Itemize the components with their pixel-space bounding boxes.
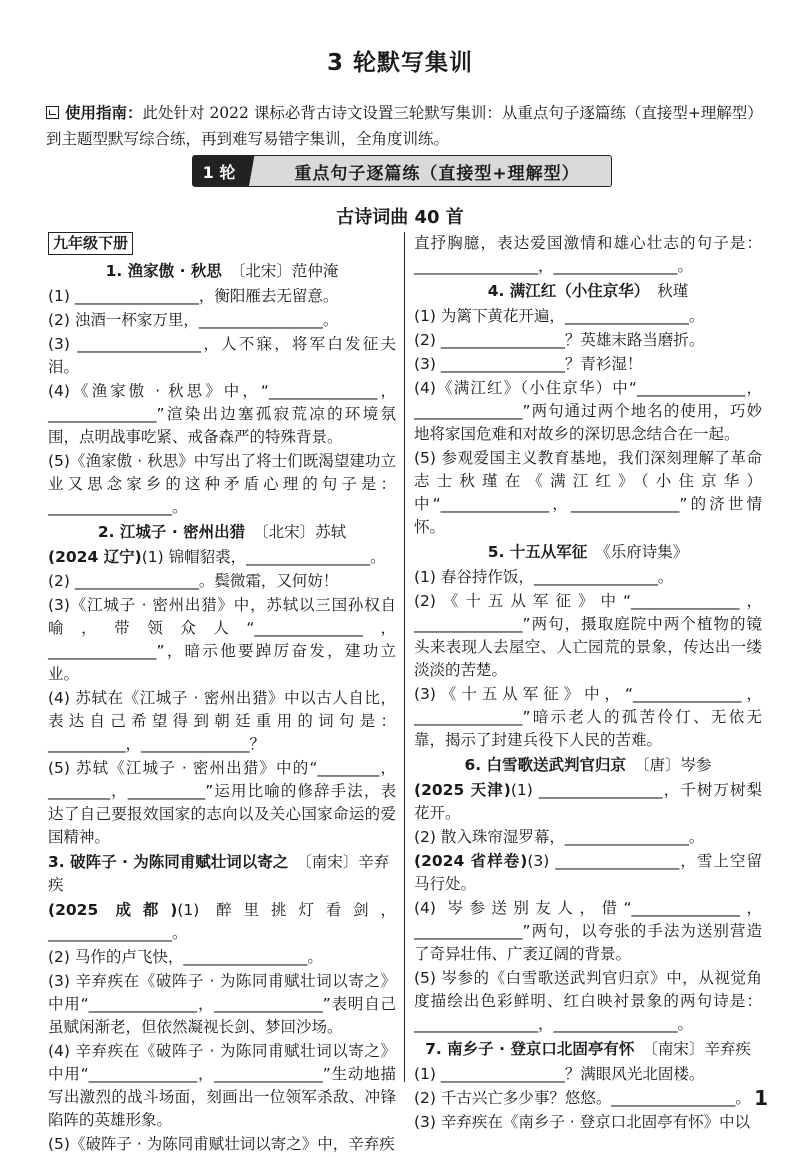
banner-title: 重点句子逐篇练（直接型+理解型） bbox=[294, 163, 580, 184]
grade-label: 九年级下册 bbox=[48, 232, 133, 255]
question-text: 直抒胸臆，表达爱国激情和雄心壮志的句子是：________________，________________。 bbox=[414, 234, 762, 275]
guide-text: 此处针对 2022 课标必背古诗文设置三轮默写集训：从重点句子逐篇练（直接型+理解型）到主题型默写综合练，再到难写易错字集训，全角度训练。 bbox=[46, 104, 763, 148]
poem-title bbox=[48, 521, 396, 544]
question-item bbox=[414, 850, 762, 896]
poem-title-text: 1. 渔家傲 · 秋思 bbox=[105, 262, 222, 280]
question-item bbox=[48, 899, 396, 945]
section-title: 古诗词曲 40 首 bbox=[336, 207, 464, 228]
question-text: (5) 岑参的《白雪歌送武判官归京》中，从视觉角度描绘出色彩鲜明、红白映衬景象的两句诗是：________________，________________。 bbox=[414, 969, 762, 1033]
question-item bbox=[48, 687, 396, 756]
poem-title bbox=[48, 851, 396, 897]
guide-label: 使用指南： bbox=[65, 104, 143, 122]
question-text: (1) ________________，千树万树梨花开。 bbox=[414, 781, 762, 822]
poem-author: 《乐府诗集》 bbox=[595, 543, 689, 561]
question-item bbox=[414, 232, 762, 278]
poem-title-text: 2. 江城子 · 密州出猎 bbox=[97, 523, 246, 541]
page-number: 1 bbox=[754, 1086, 768, 1110]
poem-title bbox=[414, 541, 762, 564]
question-item bbox=[414, 967, 762, 1036]
question-item bbox=[48, 946, 396, 969]
question-text: (4) 岑参送别友人，借“______________，______________”两句，以夸张的手法为送别营造了奇异壮伟、广袤辽阔的背景。 bbox=[414, 899, 762, 963]
question-item bbox=[414, 1087, 762, 1110]
left-column bbox=[48, 232, 396, 1157]
question-text: (1) 为篱下黄花开遍，________________。 bbox=[414, 307, 705, 325]
question-text: (5) 参观爱国主义教育基地，我们深刻理解了革命志士秋瑾在《满江红》（小住京华）中“______________，______________”的济世情怀。 bbox=[414, 449, 762, 536]
question-item bbox=[48, 380, 396, 449]
question-item bbox=[414, 590, 762, 682]
poem-title-text: 4. 满江红（小住京华） bbox=[487, 282, 650, 300]
exam-source: (2024 辽宁) bbox=[48, 548, 142, 566]
question-item bbox=[414, 1063, 762, 1086]
poem-title-text: 6. 白雪歌送武判官归京 bbox=[464, 756, 627, 774]
page-title: 3 轮默写集训 bbox=[326, 50, 473, 76]
question-text: (3) 辛弃疾在《破阵子 · 为陈同甫赋壮词以寄之》中用“______________，______________”表明自己虽赋闲渐老，但依然凝视长剑、梦回沙场。 bbox=[48, 972, 396, 1036]
question-item bbox=[48, 757, 396, 849]
question-text: (2) 散入珠帘湿罗幕，________________。 bbox=[414, 828, 705, 846]
exam-source: (2025 天津) bbox=[414, 781, 511, 799]
question-item bbox=[414, 566, 762, 589]
poem-title bbox=[48, 260, 396, 283]
question-item bbox=[414, 353, 762, 376]
question-item bbox=[48, 333, 396, 379]
question-item bbox=[414, 1111, 762, 1134]
poem-title-text: 7. 南乡子 · 登京口北固亭有怀 bbox=[425, 1040, 635, 1058]
poem-author: 〔北宋〕范仲淹 bbox=[229, 262, 339, 280]
question-item bbox=[48, 1133, 396, 1156]
poem-title bbox=[414, 754, 762, 777]
question-item bbox=[414, 683, 762, 752]
right-column bbox=[414, 232, 762, 1135]
question-text: (3) ________________？青衫湿！ bbox=[414, 355, 643, 373]
question-text: (2) 浊酒一杯家万里，________________。 bbox=[48, 311, 339, 329]
exam-source: (2024 省样卷) bbox=[414, 852, 528, 870]
question-item bbox=[414, 826, 762, 849]
question-text: (2) ________________。鬓微霜，又何妨！ bbox=[48, 572, 339, 590]
question-item bbox=[48, 594, 396, 686]
question-text: (1) ________________？满眼风光北固楼。 bbox=[414, 1065, 705, 1083]
poem-title bbox=[414, 280, 762, 303]
poem-author: 〔北宋〕苏轼 bbox=[253, 523, 347, 541]
question-text: (3)《江城子 · 密州出猎》中，苏轼以三国孙权自喻，带领众人“______________，______________”，暗示他要踔厉奋发，建功立业。 bbox=[48, 596, 396, 683]
poem-author: 〔南宋〕辛弃疾 bbox=[48, 853, 390, 894]
question-item bbox=[414, 377, 762, 446]
question-text: (3) 辛弃疾在《南乡子 · 登京口北固亭有怀》中以 bbox=[414, 1113, 751, 1131]
question-item bbox=[48, 1040, 396, 1132]
question-text: (1) ________________，衡阳雁去无留意。 bbox=[48, 287, 339, 305]
question-item bbox=[414, 779, 762, 825]
question-item bbox=[414, 447, 762, 539]
question-text: (3) ________________，雪上空留马行处。 bbox=[414, 852, 762, 893]
question-item bbox=[414, 897, 762, 966]
question-text: (1) 春谷持作饭，________________。 bbox=[414, 568, 674, 586]
question-item bbox=[48, 309, 396, 332]
question-item bbox=[414, 329, 762, 352]
question-item bbox=[48, 570, 396, 593]
exam-source: (2025 成都) bbox=[48, 901, 178, 919]
round-tag: 1 轮 bbox=[193, 156, 245, 186]
poem-title-text: 5. 十五从军征 bbox=[487, 543, 588, 561]
poem-title-text: 3. 破阵子 · 为陈同甫赋壮词以寄之 bbox=[48, 853, 289, 871]
question-text: (4)《满江红》（小住京华）中“______________，______________”两句通过两个地名的使用，巧妙地将家国危难和对故乡的深切思念结合在一起。 bbox=[414, 379, 762, 443]
poem-author: 〔南宋〕辛弃疾 bbox=[642, 1040, 751, 1058]
question-item bbox=[48, 285, 396, 308]
question-text: (5)《渔家傲 · 秋思》中写出了将士们既渴望建功立业又思念家乡的这种矛盾心理的句子是：________________。 bbox=[48, 452, 396, 516]
checkbox-icon bbox=[46, 106, 59, 119]
question-text: (2)《十五从军征》中“______________，______________”两句，摄取庭院中两个植物的镜头来表现人去屋空、人亡园荒的景象，传达出一缕淡淡的苦楚。 bbox=[414, 592, 762, 679]
question-text: (4) 辛弃疾在《破阵子 · 为陈同甫赋壮词以寄之》中用“______________，______________”生动地描写出激烈的战斗场面，刻画出一位领军杀敌、冲锋陷阵的英雄形象。 bbox=[48, 1042, 396, 1129]
column-divider bbox=[404, 232, 405, 1082]
question-text: (1) 醉里挑灯看剑，________________。 bbox=[48, 901, 396, 942]
question-text: (3)《十五从军征》中，“______________，______________”暗示老人的孤苦伶仃、无依无靠，揭示了封建兵役下人民的苦难。 bbox=[414, 685, 762, 749]
question-text: (1) 锦帽貂裘，________________。 bbox=[141, 548, 386, 566]
question-item bbox=[414, 305, 762, 328]
question-text: (2) ________________？英雄末路当磨折。 bbox=[414, 331, 705, 349]
question-text: (2) 马作的卢飞快，________________。 bbox=[48, 948, 323, 966]
question-text: (3) ________________，人不寐，将军白发征夫泪。 bbox=[48, 335, 396, 376]
question-item bbox=[48, 546, 396, 569]
question-item bbox=[48, 970, 396, 1039]
question-text: (5) 苏轼《江城子 · 密州出猎》中的“________，________，__________”运用比喻的修辞手法，表达了自己要报效国家的志向以及关心国家命运的爱国精神。 bbox=[48, 759, 396, 846]
poem-author: 秋瑾 bbox=[657, 282, 689, 300]
question-text: (4)《渔家傲 · 秋思》中，“______________，______________”渲染出边塞孤寂荒凉的环境氛围，点明战事吃紧、戒备森严的特殊背景。 bbox=[48, 382, 396, 446]
usage-guide bbox=[46, 100, 766, 152]
question-text: (5)《破阵子 · 为陈同甫赋壮词以寄之》中，辛弃疾 bbox=[48, 1135, 395, 1153]
poem-title bbox=[414, 1038, 762, 1061]
banner-divider bbox=[245, 156, 263, 186]
round-banner bbox=[192, 155, 612, 187]
question-item bbox=[48, 450, 396, 519]
poem-author: 〔唐〕岑参 bbox=[634, 756, 712, 774]
question-text: (4) 苏轼在《江城子 · 密州出猎》中以古人自比，表达自己希望得到朝廷重用的词句是：__________，______________？ bbox=[48, 689, 396, 753]
question-text: (2) 千古兴亡多少事？悠悠。________________。 bbox=[414, 1089, 751, 1107]
